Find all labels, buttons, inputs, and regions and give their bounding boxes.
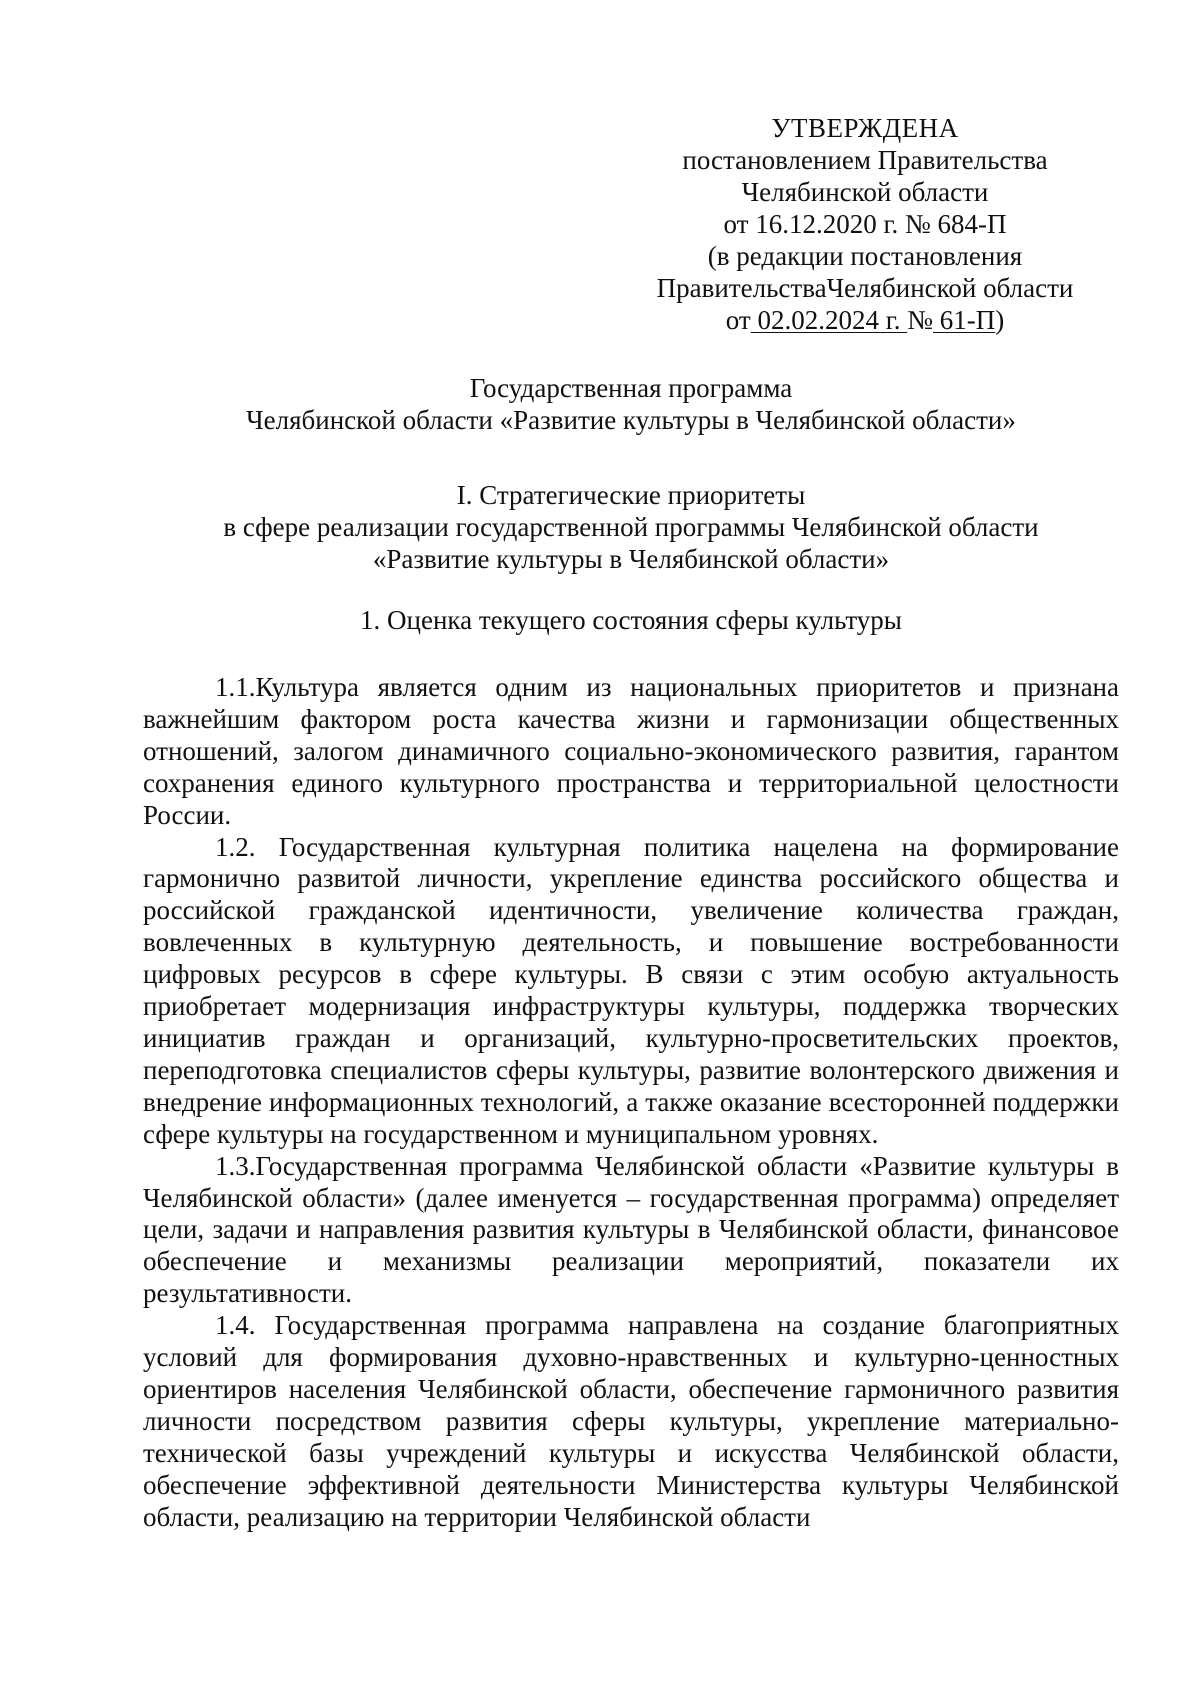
amendment-number: 61-П xyxy=(933,305,996,335)
paragraph-1-2: 1.2. Государственная культурная политика нацелена на формирование гармонично развитой личности, укрепление единства российского общества и российской гражданской идентичности, увеличение количества граждан, вовлеченных в культурную деятельность, и повышение востребованности цифровых ресурсов в сфере культуры. В связи с этим особую актуальность приобретает модернизация инфраструктуры культуры, поддержка творческих инициатив граждан и организаций, культурно-просветительских проектов, переподготовка специалистов сферы культуры, развитие волонтерского движения и внедрение информационных технологий, а также оказание всесторонней поддержки сфере культуры на государственном и муниципальном уровнях. xyxy=(143,831,1119,1149)
amendment-suffix: ) xyxy=(995,305,1005,335)
section-title-line-2: в сфере реализации государственной программы Челябинской области xyxy=(223,512,1039,542)
paragraph-1-4: 1.4. Государственная программа направлена на создание благоприятных условий для формирования духовно-нравственных и культурно-ценностных ориентиров населения Челябинской области, обеспечение гармоничного развития личности посредством развития сферы культуры, укрепление материально-технической базы учреждений культуры и искусства Челябинской области, обеспечение эффективной деятельности Министерства культуры Челябинской области, реализацию на территории Челябинской области xyxy=(143,1310,1119,1532)
subsection-title xyxy=(143,604,1119,636)
subsection-title-text: 1. Оценка текущего состояния сферы культуры xyxy=(360,605,902,635)
program-title-line-2: Челябинской области «Развитие культуры в Челябинской области» xyxy=(246,405,1016,435)
section-title-line-1: I. Стратегические приоритеты xyxy=(456,480,806,510)
approval-amendment-line xyxy=(620,304,1110,336)
amendment-date: 02.02.2024 г. xyxy=(750,305,908,335)
approval-heading: УТВЕРЖДЕНА xyxy=(771,113,959,143)
approval-line-1: постановлением Правительства xyxy=(682,145,1048,175)
approval-line-4: (в редакции постановления xyxy=(707,241,1023,271)
amendment-prefix: от xyxy=(725,305,751,335)
section-title xyxy=(143,479,1119,575)
paragraph-1-1: 1.1.Культура является одним из национальных приоритетов и признана важнейшим фактором роста качества жизни и гармонизации общественных отношений, залогом динамичного социально-экономического развития, гарантом сохранения единого культурного пространства и территориальной целостности России. xyxy=(143,672,1119,830)
program-title xyxy=(143,372,1119,436)
section-title-line-3: «Развитие культуры в Челябинской области» xyxy=(372,544,890,574)
amendment-number-sign: № xyxy=(907,305,933,335)
paragraph-1-3: 1.3.Государственная программа Челябинской области «Развитие культуры в Челябинской области» (далее именуется – государственная программа) определяет цели, задачи и направления развития культуры в Челябинской области, финансовое обеспечение и механизмы реализации мероприятий, показатели их результативности. xyxy=(143,1150,1119,1309)
program-title-line-1: Государственная программа xyxy=(469,373,793,403)
approval-line-2: Челябинской области xyxy=(741,177,989,207)
approval-line-3: от 16.12.2020 г. № 684-П xyxy=(723,209,1007,239)
body-text xyxy=(143,672,1119,1533)
approval-line-5: ПравительстваЧелябинской области xyxy=(656,273,1074,303)
approval-stamp xyxy=(620,112,1110,336)
